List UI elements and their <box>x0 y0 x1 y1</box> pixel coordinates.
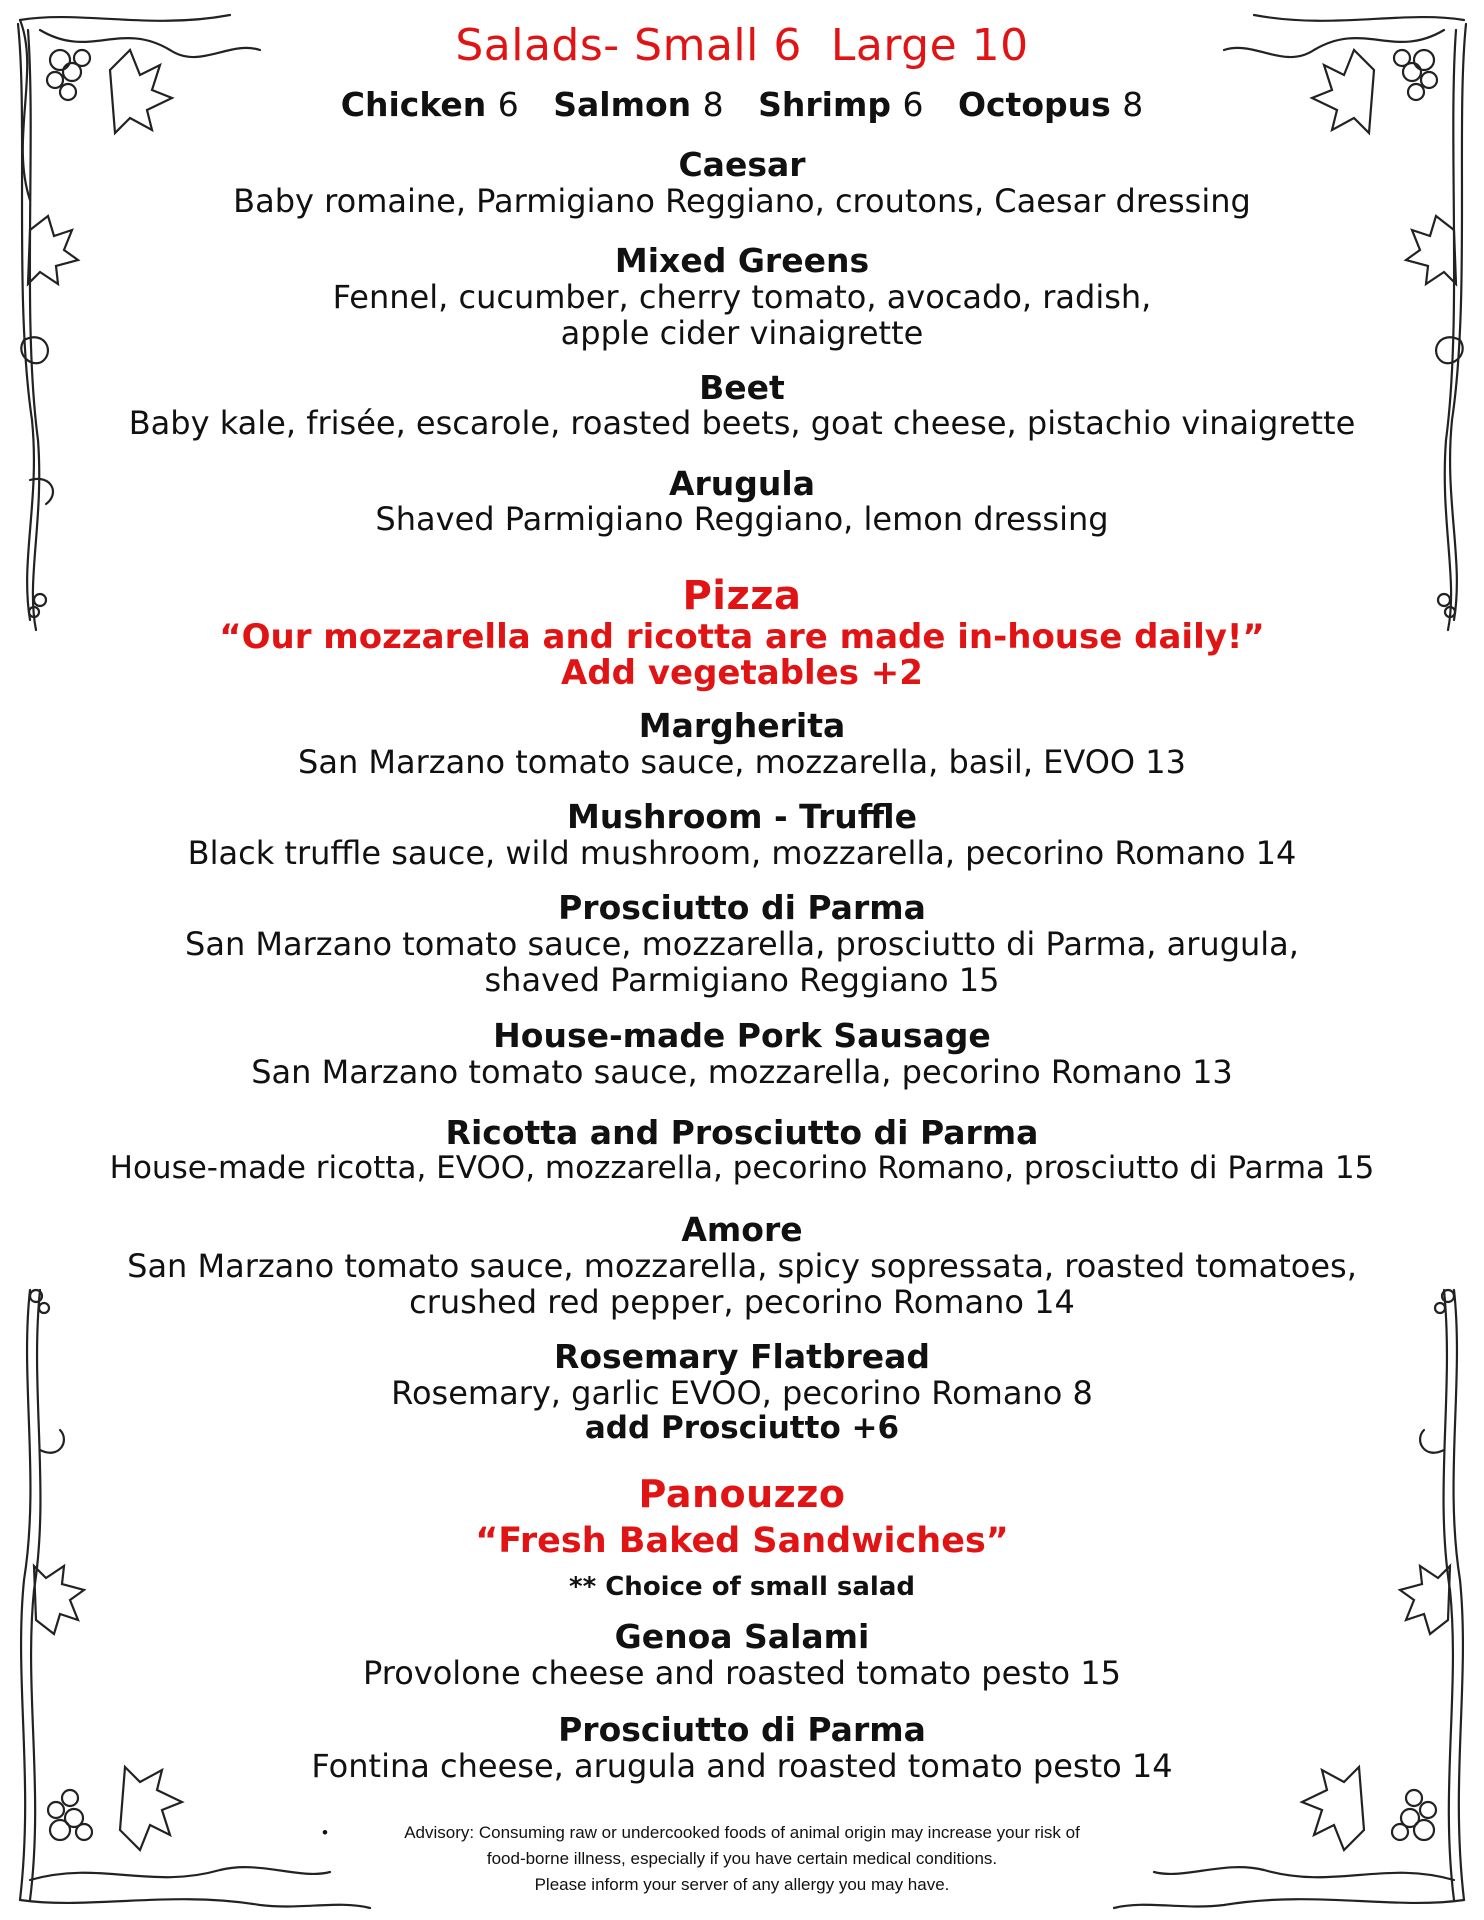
panouzzo-prosciutto-desc: Fontina cheese, arugula and roasted tomato pesto 14 <box>311 1747 1173 1785</box>
salad-beet-desc: Baby kale, frisée, escarole, roasted beets, goat cheese, pistachio vinaigrette <box>128 404 1356 442</box>
salad-protein-addons <box>0 85 1484 124</box>
pizza-amore-desc-1: San Marzano tomato sauce, mozzarella, spicy sopressata, roasted tomatoes, <box>127 1247 1357 1285</box>
pizza-prosciutto-desc-1: San Marzano tomato sauce, mozzarella, prosciutto di Parma, arugula, <box>185 925 1299 963</box>
panouzzo-tagline: “Fresh Baked Sandwiches” <box>475 1521 1009 1561</box>
addon-salmon: Salmon 8 <box>553 85 724 124</box>
salad-arugula-title: Arugula <box>668 464 815 503</box>
panouzzo-prosciutto-title: Prosciutto di Parma <box>558 1710 926 1749</box>
salad-caesar-desc: Baby romaine, Parmigiano Reggiano, croutons, Caesar dressing <box>233 182 1251 220</box>
pizza-ricotta-prosciutto-title: Ricotta and Prosciutto di Parma <box>445 1113 1039 1152</box>
salads-header <box>0 20 1484 71</box>
pizza-ricotta-prosciutto-desc: House-made ricotta, EVOO, mozzarella, pecorino Romano, prosciutto di Parma 15 <box>109 1150 1375 1186</box>
pizza-pork-sausage-desc: San Marzano tomato sauce, mozzarella, pecorino Romano 13 <box>251 1053 1233 1091</box>
pizza-prosciutto-desc-2: shaved Parmigiano Reggiano 15 <box>484 961 1000 999</box>
salad-mixed-greens-title: Mixed Greens <box>614 241 870 280</box>
salad-arugula-desc: Shaved Parmigiano Reggiano, lemon dressing <box>375 500 1109 538</box>
addon-octopus: Octopus 8 <box>957 85 1144 124</box>
pizza-prosciutto-title: Prosciutto di Parma <box>558 888 926 927</box>
pizza-rosemary-flatbread-title: Rosemary Flatbread <box>553 1337 931 1376</box>
pizza-margherita-desc: San Marzano tomato sauce, mozzarella, basil, EVOO 13 <box>298 743 1186 781</box>
salads-title: Salads- <box>455 20 620 71</box>
pizza-tagline: “Our mozzarella and ricotta are made in-house daily!” <box>219 617 1265 657</box>
advisory-line-1: Advisory: Consuming raw or undercooked foods of animal origin may increase your risk of <box>404 1823 1080 1842</box>
panouzzo-salad-note: ** Choice of small salad <box>568 1572 915 1602</box>
pizza-rosemary-flatbread-extra: add Prosciutto +6 <box>584 1410 900 1446</box>
salads-large-label: Large <box>830 20 958 71</box>
addon-shrimp: Shrimp 6 <box>758 85 924 124</box>
salad-beet-title: Beet <box>699 368 785 407</box>
pizza-pork-sausage-title: House-made Pork Sausage <box>493 1016 991 1055</box>
pizza-amore-desc-2: crushed red pepper, pecorino Romano 14 <box>409 1283 1075 1321</box>
panouzzo-genoa-salami-title: Genoa Salami <box>614 1617 870 1656</box>
pizza-header: Pizza <box>682 573 802 619</box>
pizza-addon-note: Add vegetables +2 <box>561 653 923 693</box>
pizza-mushroom-truffle-desc: Black truffle sauce, wild mushroom, mozzarella, pecorino Romano 14 <box>187 834 1297 872</box>
pizza-amore-title: Amore <box>681 1210 803 1249</box>
salads-large-price: 10 <box>971 20 1029 71</box>
addon-chicken: Chicken 6 <box>340 85 519 124</box>
pizza-margherita-title: Margherita <box>638 706 846 745</box>
salad-mixed-greens-desc-2: apple cider vinaigrette <box>560 314 924 352</box>
advisory-line-2: food-borne illness, especially if you have certain medical conditions. <box>486 1849 998 1868</box>
salads-small-label: Small <box>634 20 759 71</box>
advisory-line-3: Please inform your server of any allergy you may have. <box>534 1875 950 1894</box>
panouzzo-header: Panouzzo <box>638 1472 846 1516</box>
salads-small-price: 6 <box>773 20 802 71</box>
panouzzo-genoa-salami-desc: Provolone cheese and roasted tomato pesto 15 <box>363 1654 1121 1692</box>
pizza-rosemary-flatbread-desc: Rosemary, garlic EVOO, pecorino Romano 8 <box>391 1374 1093 1412</box>
advisory-bullet: • <box>322 1823 328 1842</box>
salad-caesar-title: Caesar <box>678 145 806 184</box>
pizza-mushroom-truffle-title: Mushroom - Truffle <box>566 797 917 836</box>
salad-mixed-greens-desc-1: Fennel, cucumber, cherry tomato, avocado, radish, <box>332 278 1152 316</box>
